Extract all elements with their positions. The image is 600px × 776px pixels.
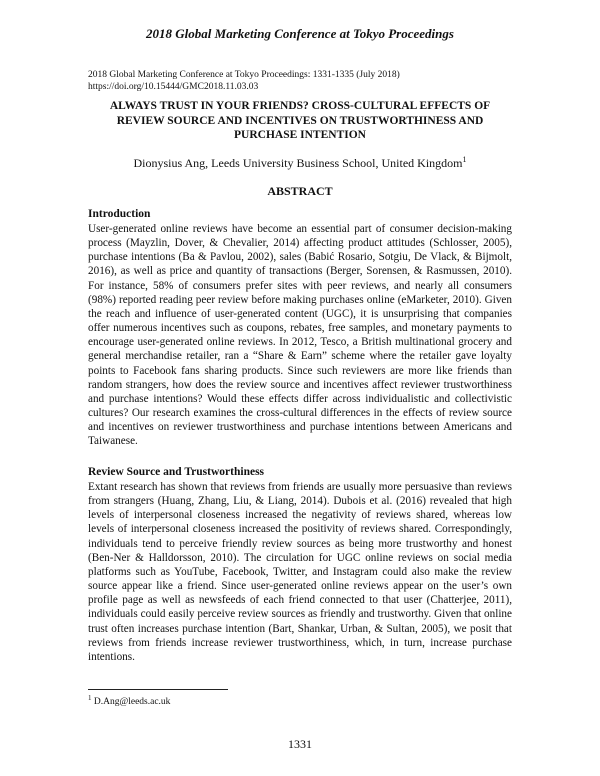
paper-title: ALWAYS TRUST IN YOUR FRIENDS? CROSS-CULTURAL EFFECTS OF REVIEW SOURCE AND INCENTIVES ON TRUSTWORTHINESS AND PURCHASE INTENTION [109, 100, 491, 141]
section-body-introduction: User-generated online reviews have become an essential part of consumer decision-making process (Mayzlin, Dover, & Chevalier, 2014) affecting product attitudes (Schlosser, 2005), purchase intentions (Ba & Pavlou, 2002), sales (Babić Rosario, Sotgiu, De Vlack, & Bijmolt, 2016), as well as price and quantity of transactions (Berger, Sorensen, & Rasmussen, 2010). For instance, 58% of consumers prefer sites with peer reviews, and nearly all consumers (98%) reported reading peer review before making purchases online (eMarketer, 2010). Given the reach and influence of user-generated content (UGC), it is unsurprising that companies offer numerous incentives such as coupons, rebates, free samples, and monetary payments to encourage user-generated online reviews. In 2012, Tesco, a British multinational grocery and general merchandise retailer, ran a “Share & Earn” scheme where the retailer gave loyalty points to Facebook fans sharing products. Since such reviewers are more like friends than random strangers, how does the review source and incentives affect reviewer trustworthiness and purchase intentions? Would these effects differ across individualistic and collectivistic cultures? Our research examines the cross-cultural differences in the effects of review source and incentives on reviewer trustworthiness and purchase intentions between Americans and Taiwanese. [88, 223, 512, 448]
footnote-divider [88, 689, 228, 690]
footnote-mark: 1 [88, 694, 92, 702]
author-footnote-mark[interactable]: 1 [462, 155, 467, 164]
citation [88, 70, 400, 93]
abstract-heading: ABSTRACT [267, 184, 333, 198]
running-header: 2018 Global Marketing Conference at Tokyo Proceedings [146, 26, 454, 41]
footnote [88, 694, 170, 707]
author-text: Dionysius Ang, Leeds University Business School, United Kingdom [133, 156, 463, 170]
footnote-email[interactable]: D.Ang@leeds.ac.uk [93, 697, 171, 708]
section-heading-introduction: Introduction [88, 208, 151, 220]
page-number: 1331 [288, 737, 312, 751]
section-body-review-source: Extant research has shown that reviews from friends are usually more persuasive than reviews from strangers (Huang, Zhang, Liu, & Liang, 2014). Dubois et al. (2016) revealed that high levels of interpersonal closeness increased the negativity of reviews shared, whereas low levels of interpersonal closeness increased the positivity of reviews shared. Correspondingly, individuals tend to perceive friendly review sources as being more trustworthy and honest (Ben-Ner & Halldorsson, 2010). The circulation for UGC online reviews on social media platforms such as YouTube, Facebook, Twitter, and Instagram could also make the review source appear like a friend. Since user-generated online reviews appear on the user’s own profile page as well as newsfeeds of each friend connected to that user (Chatterjee, 2011), individuals could easily perceive review sources as friendly and trustworthy. Given that online trust often increases purchase intention (Bart, Shankar, Urban, & Sultan, 2005), we posit that reviews from friends increase reviewer trustworthiness, which, in turn, increase purchase intentions. [88, 481, 512, 663]
citation-line: 2018 Global Marketing Conference at Tokyo Proceedings: 1331-1335 (July 2018) [88, 70, 400, 80]
section-heading-review-source: Review Source and Trustworthiness [88, 466, 265, 478]
author-line [0, 155, 600, 171]
doi-link[interactable]: https://doi.org/10.15444/GMC2018.11.03.03 [88, 81, 259, 92]
